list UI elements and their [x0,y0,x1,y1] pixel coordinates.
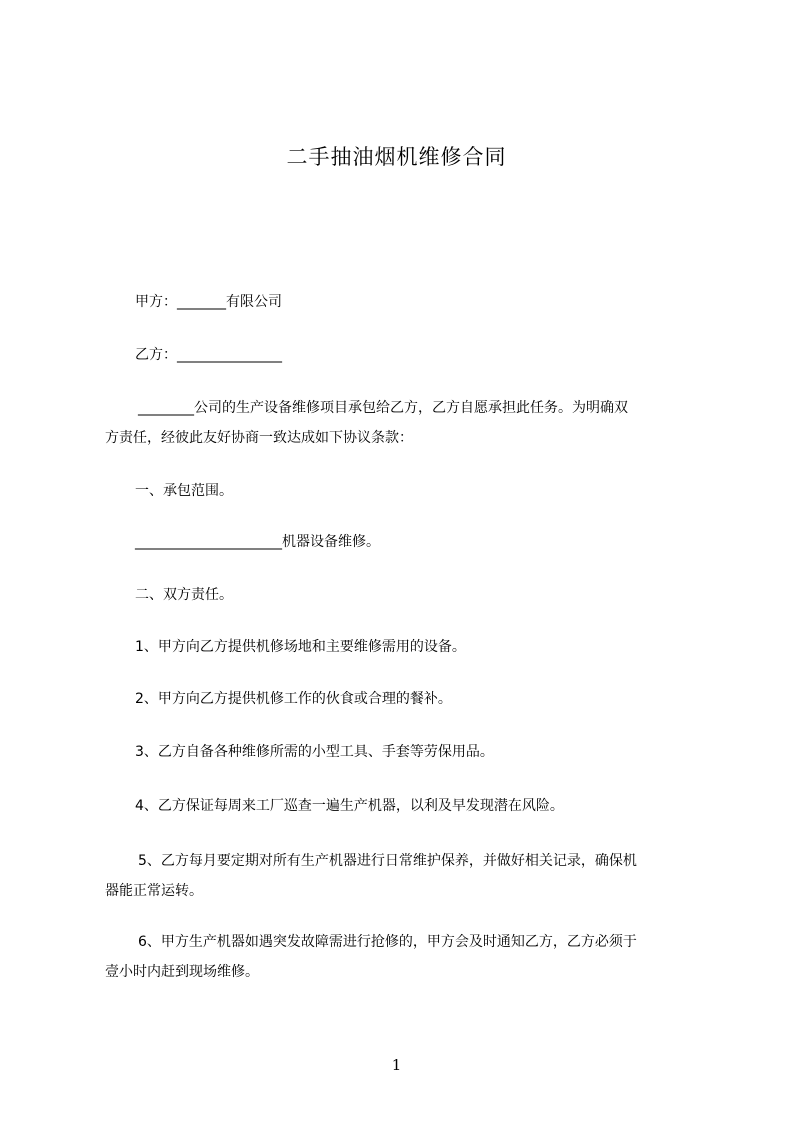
party-b-line: 乙方：_______________ [135,347,282,363]
section-1-heading: 一、承包范围。 [135,483,233,499]
clause-item-5 [105,846,711,906]
clause-item-1: 1、甲方向乙方提供机修场地和主要维修需用的设备。 [135,639,466,655]
clause-item-5-line-1: 5、乙方每月要定期对所有生产机器进行日常维护保养，并做好相关记录，确保机 [138,853,637,869]
clause-item-2: 2、甲方向乙方提供机修工作的伙食或合理的餐补。 [135,691,452,707]
section-1-content: _____________________机器设备维修。 [135,534,380,550]
clause-item-4: 4、乙方保证每周来工厂巡查一遍生产机器，以利及早发现潜在风险。 [135,798,564,814]
clause-item-6 [105,927,711,987]
intro-line-2: 方责任，经彼此友好协商一致达成如下协议条款： [105,430,413,446]
intro-line-1: ________公司的生产设备维修项目承包给乙方，乙方自愿承担此任务。为明确双 [138,400,628,416]
clause-item-6-line-1: 6、甲方生产机器如遇突发故障需进行抢修的，甲方会及时通知乙方，乙方必须于 [138,934,637,950]
clause-item-6-line-2: 壹小时内赶到现场维修。 [105,964,259,980]
clause-item-3: 3、乙方自备各种维修所需的小型工具、手套等劳保用品。 [135,744,494,760]
clause-item-5-line-2: 器能正常运转。 [105,883,203,899]
intro-paragraph [105,393,711,453]
document-title: 二手抽油烟机维修合同 [286,145,507,169]
section-2-heading: 二、双方责任。 [135,587,233,603]
page-number: 1 [391,1056,402,1074]
party-a-line: 甲方：_______有限公司 [135,294,282,310]
